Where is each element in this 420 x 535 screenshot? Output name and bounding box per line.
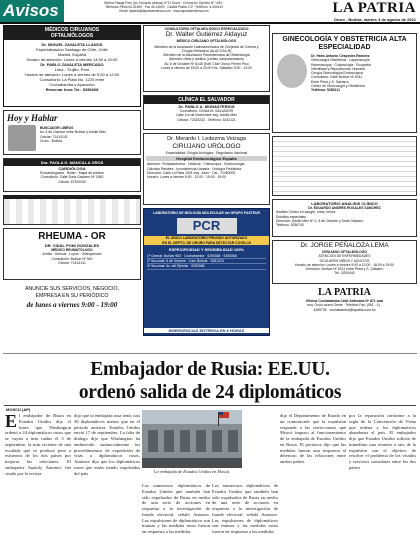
ad-medicos-oftalmologos xyxy=(3,25,141,107)
drop-cap: E xyxy=(5,411,18,431)
ad-phone: Tel.: 5250440 xyxy=(334,271,355,276)
branch-row: 3ª Sucursal: Av. del Ejército · 5250066 xyxy=(147,264,266,269)
ad-line: Horario de atención: Lunes a viernes 14:30 a 20:00 xyxy=(26,57,118,62)
newspaper-name: LA PATRIA xyxy=(318,287,371,298)
ad-phone: Teléfono: 5280211 xyxy=(311,88,340,93)
ad-subtitle: MÉDICO REUMATÓLOGO xyxy=(51,248,93,252)
ad-line: Calle 1ro de Noviembre esq. Adolfo Mier xyxy=(176,113,237,118)
ad-line: Consultorio: Clínica EL SALVADOR xyxy=(179,109,234,113)
ad-line: Ecocardiografía · Holter · Mapa de presión xyxy=(39,171,105,175)
ad-line: Celular: 71414141 xyxy=(40,134,68,139)
ad-line: Miembro de la Asociación Latinoamericana de Cirujanos de Córnea y xyxy=(154,44,259,49)
ad-rheuma xyxy=(3,228,141,280)
ad-line: Atención niños y adultos (Lentes computarizados) xyxy=(168,57,244,62)
ad-line: EMPRESA EN SU PERIÓDICO xyxy=(35,293,109,299)
embassy-photo xyxy=(142,410,242,468)
ad-highlight: ESPECIFICIDAD Y SENSIBILIDAD 100% xyxy=(168,246,245,252)
ad-header: CONSULTORIO OFTALMOLÓGICO ESPECIALIZADO xyxy=(164,27,249,31)
ad-hours: de lunes a viernes 9:00 - 19:00 xyxy=(26,301,118,309)
ad-laboratorio-andres xyxy=(272,199,417,237)
ad-header: LABORATORIO DE BIOLOGÍA MOLECULAR del GRUPO PASTEUR xyxy=(153,211,260,215)
ad-line: Av. 6 de Octubre Nº 6148 (Edif. Club Oruro) Primer Piso xyxy=(164,61,249,66)
masthead xyxy=(268,0,416,22)
ad-line: BUSCADOR LIBROS xyxy=(40,126,74,130)
ad-line: Dirección: Calle La Plata 1001 esq. Junín · Cel.: 72450000 xyxy=(147,170,236,175)
doctor-photo xyxy=(277,54,307,88)
ad-ledezma xyxy=(143,133,270,205)
article-column-3 xyxy=(142,483,210,534)
ad-line: ATENCIÓN DE ENFERMEDADES xyxy=(318,254,371,259)
ad-line: Consultorio: Calle Bolívar Nº 6311 xyxy=(311,75,363,80)
ad-oficina-cochabamba xyxy=(272,287,417,323)
ad-title: CLÍNICA EL SALVADOR xyxy=(144,96,269,104)
doctor-name: DR. VIDAL PONI GONZALES xyxy=(44,243,100,248)
ad-anuncie xyxy=(3,283,141,323)
ad-pcr-pasteur xyxy=(143,208,270,336)
ad-subtitle: CARDIÓLOGA xyxy=(58,166,86,171)
ad-line: Horario: Lunes a viernes 9:00 - 12:00 · 15:00 - 19:00 xyxy=(147,175,226,180)
decorative-pattern xyxy=(4,199,140,224)
issue-date: Oruro - Bolivia, martes 3 de agosto de 2021 xyxy=(333,17,416,22)
ad-line: Cirugía Refractiva (ALACCSA-R) xyxy=(181,48,232,53)
ad-line: Horario de atención: Lunes a viernes 9:00 a 12:00 · 16:00 a 19:00 xyxy=(295,262,394,267)
book-image xyxy=(8,125,36,151)
ad-line: Cochabamba y Ayacucho xyxy=(49,82,95,87)
article-text: dijo que la embajada rusa tenía casi 30 diplomáticos menos que en el periodo anterior. Estados Unidos envió 17 de septiembre. La falta de diálogo dijo que Washington ha endurecido sustancialmente los procedimientos de expedición de visas a diplomáticos rusos. Antonov dijo que los diplomáticos rusos que están siendo expulsados del país xyxy=(74,413,140,476)
decorative-pattern xyxy=(273,137,416,195)
newspaper-name: LA PATRIA xyxy=(332,0,416,16)
contact-line: Oficina Pasaje Perú (Av. Eduardo Abaroa) N°11 Sucre · Central Av. Ejército Nº 1491 · xyxy=(103,1,225,5)
ad-line: EN EL DEPTO. DE ORURO PARA DETECTAR COVID-19 xyxy=(144,241,269,245)
ad-line: ANUNCIE SUS SERVICIOS, NEGOCIO, xyxy=(25,286,119,292)
article-text: dijo el Departamento de Estado en un comunicado que la expulsión responde a las restricciones que Moscú impuso al funcionamiento de la embajada de Estados Unidos en Rusia. El portavoz dijo que las medidas fueron una respuesta al deterioro de las relaciones entre ambos países xyxy=(280,413,346,464)
ad-line: Centro de Ginecología y Obstetricia xyxy=(311,84,365,89)
doctor-name: Dr. MIGUEL ZAVALETA LLANOS xyxy=(41,42,103,47)
photo-caption: La embajada de Estados Unidos en Moscú. xyxy=(153,469,231,474)
ad-line: Miembro de la Asociación Panamericana de Oftalmología xyxy=(163,53,250,58)
ad-subtitle: OFTALMÓLOGOS xyxy=(50,33,94,39)
doctor-name: Dr. PABLO A. MONASTERIOS xyxy=(178,104,235,109)
ad-title: GINECOLOGÍA Y OBSTETRICIA ALTA ESPECIALIDAD xyxy=(282,36,407,51)
ad-line: Entre Petot y S. Galvarro xyxy=(311,79,349,84)
ad-line: Dirección: Bolívar Nº 6311 entre Petot y S. Galvarro xyxy=(305,267,384,272)
doctor-name: Dr. PABLO ZAVALETA MERCADO xyxy=(40,62,104,67)
ad-line: Atención: Prostatectomía · Litotricia · Cistoscopía · Endourología xyxy=(147,162,245,167)
ad-line: Celular: 67200000 xyxy=(58,179,86,184)
section-divider xyxy=(3,353,417,354)
ad-mancilla xyxy=(3,158,141,192)
ad-title: Hoy y Hablar xyxy=(7,113,58,123)
doctor-name: Dr. EDUARDO ANDRÉS ROSALES SÁNCHEZ xyxy=(308,206,381,210)
ad-line: Av. 6 de Octubre entre Bolívar y Adolfo Mier xyxy=(40,130,106,135)
ad-line: Especialización Santiago de Chile, Chile xyxy=(36,47,108,52)
article-column-4 xyxy=(280,413,346,513)
article-column-3b xyxy=(212,483,278,534)
ad-title: Dra. PAOLA G. MANCILLA OROS xyxy=(4,159,140,166)
header-divider xyxy=(0,22,420,24)
ad-line: Especialidad: Cirugía Urológica · Regulación Nacional xyxy=(165,151,248,155)
ad-line: OCULARES NIÑOS Y ADULTOS xyxy=(319,258,370,263)
doctor-name: Dr. Walter Gutiérrez Aldayuz xyxy=(165,31,248,39)
ad-line: 4455735 · cochabamba@lapatria.com.bo xyxy=(313,307,376,312)
ad-gutierrez xyxy=(143,25,270,92)
ad-line: Cálculos Renales · Incontinencia Urinaria · Urología Pediátrica xyxy=(147,166,242,171)
doctor-name: Dr. Merardo I. Ledezma Veizaga xyxy=(167,136,246,142)
ad-clinica-salvador xyxy=(143,95,270,130)
ad-decorative-band xyxy=(3,195,141,225)
ad-line: Consultorio: Calle Soria Galvarro Nº 1550 xyxy=(40,175,104,180)
article-column-2 xyxy=(74,413,140,513)
page-header xyxy=(0,0,420,22)
ad-line: EL ÚNICO LABORATORIO PRIVADO AUTORIZADO xyxy=(144,236,269,240)
ad-line: Oruro - Bolivia xyxy=(40,138,62,143)
article-column-1 xyxy=(5,413,71,513)
article-text: Los numerosos diplomáticos de Estados Unidos que también han sido expulsados de Rusia en medio de una serie de acciones en respuesta a la investigación de fraude electoral, señaló Antonov. Las expulsiones de diplomáticos son mutuas y las medidas rusas fueron en respuesta a las medidas xyxy=(142,483,210,534)
ad-subtitle: CIRUJANO OFTALMÓLOGO xyxy=(321,250,368,254)
ad-title: LABORATORIO ANALISIS CLÍNICO xyxy=(311,201,378,206)
ad-phone: Teléfono: 5256740 xyxy=(276,223,304,228)
ad-hoy-hablar xyxy=(3,110,141,155)
ad-line: Celular: 72323232 - Teléfono: 5242121 xyxy=(177,117,236,122)
ad-subtitle: MÉDICO CIRUJANO OFTALMÓLOGO xyxy=(176,39,237,44)
section-title: Avisos xyxy=(3,1,59,20)
ad-line: Ginecología Obstetricia · Laparoscopia xyxy=(311,58,370,63)
article-text: por la reparación conforme a la regla de la Convención de Viena que ordena a los diplomáticos abandonar el país. El embajador dijo que Estados Unidos solicitó de inmediato una reunión a raíz de la expulsión con el objetivo de resolver el problema de los visados y servicios consulares entre los dos países xyxy=(349,413,416,470)
ad-line: esq. Oruro acera Oeste · Teléfono Fax: (591 - 4) - xyxy=(307,303,382,308)
contact-info xyxy=(66,1,262,14)
ad-line: Histeroscopia · Colposcopia · Ecografía xyxy=(311,62,371,67)
headline-line: ordenó salida de 24 diplomáticos xyxy=(78,382,342,403)
branch-row: 2ª Sucursal: 6 de Octubre · Caro Bolívar · 5281323 xyxy=(147,259,266,264)
ad-line: Estudios especiales xyxy=(276,214,306,219)
headline-divider xyxy=(4,405,416,406)
ad-line: Consultorio: Bolívar Nº 940 xyxy=(51,256,93,261)
ad-line: Lima - Trujillo, Perú xyxy=(54,67,90,72)
article-text: Los numerosos diplomáticos de Estados Unidos que también han sido expulsados de Rusia en medio de una serie de acciones en respuesta a la investigación de fraude electoral, señaló Antonov. Las expulsiones de diplomáticos son mutuas y las medidas rusas fueron en respuesta a las medidas xyxy=(212,483,278,534)
article-byline: MOSCÚ (AP) xyxy=(6,407,31,412)
ad-footer: EMERGENCIAS ENTREGA EN 6 HORAS xyxy=(144,328,269,333)
ad-title: RHEUMA - OR xyxy=(38,231,106,242)
ad-line: Cirugía Ginecológica Endoscópica xyxy=(311,71,363,76)
ad-title: MÉDICOS CIRUJANOS xyxy=(44,27,100,33)
ad-decorative-list xyxy=(272,136,417,196)
article-photo xyxy=(142,410,242,468)
ad-line: Artritis · Artrosis · Lupus · Osteoporosis xyxy=(42,252,102,257)
doctor-name: Dr. JORGE PEÑALOZA LEMA xyxy=(300,242,389,249)
hospital-name: Hospital Endourológico España xyxy=(146,156,267,161)
ad-penaloza xyxy=(272,240,417,284)
ad-phone: Reservar hora Tel.: 5250668 xyxy=(45,87,99,92)
contact-line: Teléfonos Piloto 64-51600 · Fax 46-14500 · Casilla Postal 172 · Teléfono: 4-444444 xyxy=(105,5,223,10)
ad-line: Consultorio: La Plata No. 1220 entre xyxy=(39,77,105,82)
contact-line: Email: lapatria@lapatriaenlinea.com · www.lapatriaenlinea.com xyxy=(119,9,209,14)
ad-line: Infertilidad y Reproducción Humana xyxy=(311,66,365,71)
ad-line: Oficina Cochabamba Calle Antezana Nº 871 casi xyxy=(305,299,384,303)
ad-ginecologia xyxy=(272,33,417,133)
pcr-logo: PCR xyxy=(177,218,237,234)
branch-row: 1ª Central: Bolívar 963 · Cochabamba · 5250348 · 5250066 xyxy=(147,254,266,259)
doctor-name: Dr. Hans Antonio Céspedes Ramírez xyxy=(311,54,370,58)
ad-line: Madrid, España xyxy=(57,52,86,57)
article-headline xyxy=(4,358,416,404)
article-column-5 xyxy=(349,413,416,513)
ad-line: Horario de atención: Lunes a viernes de 9:00 a 12:00 xyxy=(24,72,120,77)
ad-line: Celular: 71414141 xyxy=(58,260,86,265)
ad-line: Análisis Clínico en sangre, orina, heces xyxy=(276,210,336,215)
ad-line: Dirección: Adolfo Mier Nº 2, 6 de Octubre y Soria Galvarro xyxy=(276,218,364,223)
article-text: l embajador de Rusia en Estados Unidos dijo el lunes que Washington ordenó a 24 diplomáticos rusos que se vayan a más tardar el 3 de septiembre, la más reciente de una escalada que se produce pese a esfuerzos de los dos países por mejorar las relaciones. El embajador Anatoly Antonov fue citado por la revista xyxy=(5,413,71,476)
ad-subtitle: CIRUJANO URÓLOGO xyxy=(172,143,241,150)
ad-line: Lunes a viernes de 15:00 a 20:00 Hrs. Sábados 9:00 - 12:00 xyxy=(161,66,252,71)
headline-line: Embajador de Rusia: EE.UU. xyxy=(90,359,330,380)
section-banner xyxy=(0,0,64,22)
